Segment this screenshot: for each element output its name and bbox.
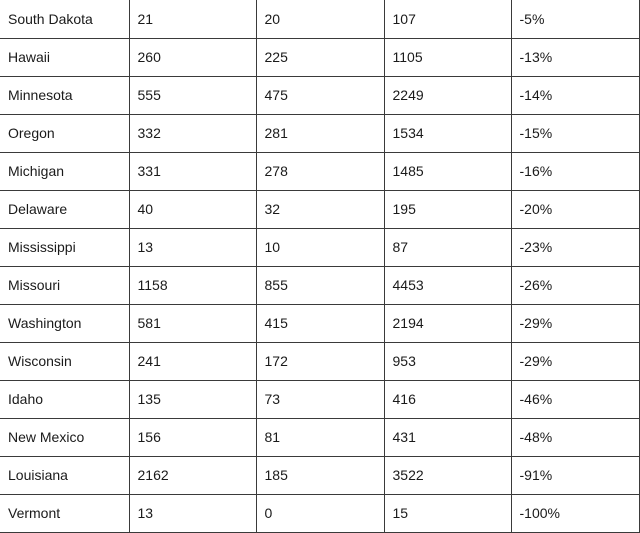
change-cell: -23% — [511, 228, 639, 266]
state-cell: Idaho — [0, 380, 129, 418]
state-cell: Oregon — [0, 114, 129, 152]
state-cell: Hawaii — [0, 38, 129, 76]
change-cell: -26% — [511, 266, 639, 304]
value-cell: 581 — [129, 304, 256, 342]
value-cell: 107 — [384, 0, 511, 38]
change-cell: -100% — [511, 494, 639, 532]
state-cell: South Dakota — [0, 0, 129, 38]
change-cell: -15% — [511, 114, 639, 152]
value-cell: 135 — [129, 380, 256, 418]
value-cell: 475 — [256, 76, 384, 114]
value-cell: 332 — [129, 114, 256, 152]
value-cell: 281 — [256, 114, 384, 152]
table-row — [0, 456, 639, 494]
value-cell: 185 — [256, 456, 384, 494]
state-cell: Minnesota — [0, 76, 129, 114]
value-cell: 195 — [384, 190, 511, 228]
value-cell: 416 — [384, 380, 511, 418]
state-cell: Washington — [0, 304, 129, 342]
value-cell: 431 — [384, 418, 511, 456]
table-row — [0, 228, 639, 266]
change-cell: -91% — [511, 456, 639, 494]
change-cell: -29% — [511, 304, 639, 342]
value-cell: 32 — [256, 190, 384, 228]
table-row — [0, 494, 639, 532]
value-cell: 1158 — [129, 266, 256, 304]
change-cell: -48% — [511, 418, 639, 456]
state-cell: Louisiana — [0, 456, 129, 494]
table-row — [0, 380, 639, 418]
value-cell: 1534 — [384, 114, 511, 152]
state-cell: Delaware — [0, 190, 129, 228]
value-cell: 3522 — [384, 456, 511, 494]
state-cell: Wisconsin — [0, 342, 129, 380]
value-cell: 15 — [384, 494, 511, 532]
value-cell: 241 — [129, 342, 256, 380]
table-row — [0, 266, 639, 304]
value-cell: 555 — [129, 76, 256, 114]
value-cell: 21 — [129, 0, 256, 38]
value-cell: 4453 — [384, 266, 511, 304]
state-cell: Mississippi — [0, 228, 129, 266]
state-cell: New Mexico — [0, 418, 129, 456]
value-cell: 40 — [129, 190, 256, 228]
value-cell: 73 — [256, 380, 384, 418]
value-cell: 13 — [129, 494, 256, 532]
change-cell: -13% — [511, 38, 639, 76]
state-cell: Missouri — [0, 266, 129, 304]
table-row — [0, 418, 639, 456]
table-row — [0, 76, 639, 114]
value-cell: 2249 — [384, 76, 511, 114]
value-cell: 0 — [256, 494, 384, 532]
value-cell: 13 — [129, 228, 256, 266]
change-cell: -20% — [511, 190, 639, 228]
change-cell: -29% — [511, 342, 639, 380]
table-row — [0, 0, 639, 38]
value-cell: 2194 — [384, 304, 511, 342]
state-cell: Vermont — [0, 494, 129, 532]
value-cell: 156 — [129, 418, 256, 456]
table-row — [0, 152, 639, 190]
value-cell: 1105 — [384, 38, 511, 76]
value-cell: 2162 — [129, 456, 256, 494]
table-row — [0, 304, 639, 342]
value-cell: 172 — [256, 342, 384, 380]
change-cell: -46% — [511, 380, 639, 418]
value-cell: 81 — [256, 418, 384, 456]
value-cell: 1485 — [384, 152, 511, 190]
value-cell: 260 — [129, 38, 256, 76]
value-cell: 278 — [256, 152, 384, 190]
change-cell: -16% — [511, 152, 639, 190]
table-row — [0, 190, 639, 228]
value-cell: 331 — [129, 152, 256, 190]
value-cell: 415 — [256, 304, 384, 342]
value-cell: 953 — [384, 342, 511, 380]
table-row — [0, 114, 639, 152]
value-cell: 225 — [256, 38, 384, 76]
value-cell: 10 — [256, 228, 384, 266]
change-cell: -14% — [511, 76, 639, 114]
value-cell: 87 — [384, 228, 511, 266]
state-cell: Michigan — [0, 152, 129, 190]
value-cell: 20 — [256, 0, 384, 38]
value-cell: 855 — [256, 266, 384, 304]
change-cell: -5% — [511, 0, 639, 38]
table-row — [0, 38, 639, 76]
table-row — [0, 342, 639, 380]
